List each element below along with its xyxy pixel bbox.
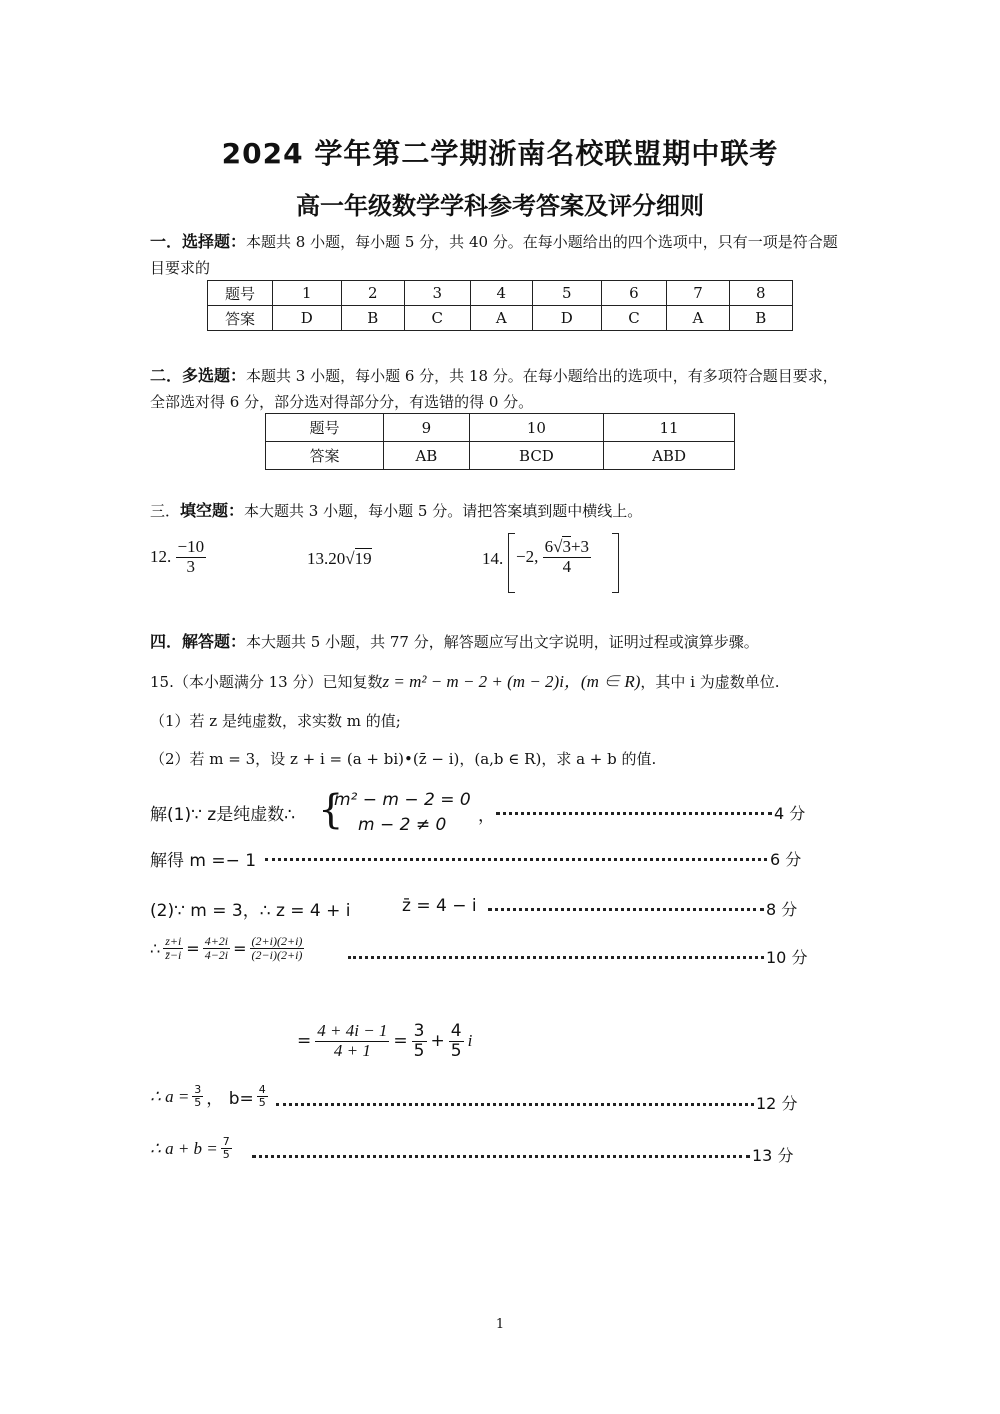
solution-line5 [297,1022,472,1060]
fraction-numerator [543,538,591,558]
section1-answer-table [207,280,793,331]
table-cell: A [470,306,532,331]
interval-right-fraction [543,538,591,576]
section2-text: 本题共 3 小题，每小题 6 分，共 18 分。在每小题给出的选项中，有多项符合题目要求，全部选对得 6 分，部分选对得部分分，有选错的得 0 分。 [150,367,838,411]
fraction-numerator: −10 [177,537,205,556]
table-cell: BCD [469,442,603,470]
fraction [163,935,183,962]
fraction-numerator: (2+i)(2+i) [251,934,303,948]
section4-intro [150,629,850,655]
solution-eq2: m − 2 ≠ 0 [358,815,447,835]
table-row [266,442,735,470]
fraction-denominator: 5 [222,1148,230,1162]
solution-line2: 解得 m =− 1 [150,851,257,871]
score-leader-dots [276,1103,754,1106]
numerator-radicand: 3 [562,537,571,556]
score-4: 4 分 [774,804,806,823]
section1-heading: 一．选择题： [150,232,247,251]
table-cell: 7 [667,281,729,306]
score-12: 12 分 [756,1094,798,1113]
answer-13-coefficient: 20 [328,549,346,568]
a-equals: ∴ a = [150,1086,190,1106]
fraction-numerator: 3 [194,1083,202,1096]
solution-line3-a: (2)∵ m = 3，∴ z = 4 + i [150,901,351,921]
numerator-coefficient: 6 [544,537,554,556]
section2-intro [150,363,850,415]
section1-text: 本题共 8 小题，每小题 5 分，共 40 分。在每小题给出的四个选项中，只有一项是符合题目要求的 [150,233,838,277]
answer-12-fraction [176,538,207,576]
right-bracket-icon [612,533,619,593]
left-brace-icon: { [318,787,344,833]
score-leader-dots [496,812,772,815]
table-cell: C [601,306,667,331]
solution-comma: ， [478,806,495,826]
section2-answer-table [265,413,735,470]
equals-sign: = [297,1031,312,1052]
fraction-denominator: 4−2i [204,948,229,963]
table-cell: 3 [404,281,470,306]
fraction-numerator: 4 + 4i − 1 [317,1021,388,1040]
b-equals: ， b= [206,1089,254,1110]
fraction [250,935,305,962]
solution-eq1: m² − m − 2 = 0 [334,790,471,810]
equals-sign: = [186,939,200,959]
numerator-rest: +3 [570,537,590,556]
table-cell: 10 [469,414,603,442]
solution-line3-b: z̄ = 4 − i [402,896,477,916]
section3-heading-prefix: 三． [150,502,181,520]
fraction-denominator: 5 [450,1040,462,1061]
fraction-denominator: 3 [186,556,196,576]
equals-sign: = [393,1031,408,1052]
sqrt-icon: √ [553,537,563,556]
answer-13-radicand: 19 [354,549,372,568]
solution-line4 [150,935,304,962]
table-row [208,306,793,331]
solution-line7 [150,1136,232,1161]
fraction-denominator: (2−i)(2+i) [251,948,303,963]
answer-13-label: 13. [307,549,329,568]
solution-line1-prefix: 解(1)∵ z是纯虚数∴ [150,805,296,825]
table-cell: 9 [384,414,470,442]
left-bracket-icon [508,533,515,593]
row-label: 答案 [208,306,273,331]
table-cell: 5 [532,281,601,306]
document-title: 2024 学年第二学期浙南名校联盟期中联考 [221,137,779,170]
table-cell: D [532,306,601,331]
question-15-part2: （2）若 m = 3，设 z + i = (a + bi)•(z̄ − i)，(a,b ∈ R)，求 a + b 的值. [150,750,657,768]
fraction [221,1136,232,1161]
table-cell: 4 [470,281,532,306]
fraction-numerator: 4+2i [204,934,229,948]
equals-sign: = [233,939,247,959]
table-cell: AB [384,442,470,470]
table-cell: B [729,306,792,331]
fraction-denominator: 5 [413,1040,425,1061]
table-cell: B [341,306,404,331]
plus-sign: + [430,1031,445,1052]
fraction [257,1084,268,1109]
row-label: 答案 [266,442,384,470]
sqrt-icon: √ [345,549,355,568]
table-cell: D [273,306,342,331]
section3-text: 本大题共 3 小题，每小题 5 分。请把答案填到题中横线上。 [244,502,643,520]
fraction-numerator: 7 [222,1135,230,1148]
table-cell: 8 [729,281,792,306]
fraction-denominator: 5 [194,1096,202,1110]
section4-text: 本大题共 5 小题，共 77 分，解答题应写出文字说明，证明过程或演算步骤。 [246,633,759,651]
question-15-formula: z = m² − m − 2 + (m − 2)i [382,672,564,691]
question-15-condition: ，(m ∈ R) [563,672,641,691]
score-6: 6 分 [770,850,802,869]
section2-heading: 二．多选题： [150,366,247,385]
table-cell: ABD [604,442,735,470]
imaginary-unit: i [467,1031,473,1051]
page-number: 1 [495,1317,505,1332]
score-leader-dots [252,1155,750,1158]
fraction [203,935,230,962]
question-15-suffix: ，其中 i 为虚数单位. [640,673,780,691]
answer-12-label: 12. [150,547,172,567]
score-leader-dots [488,908,764,911]
answer-14-label: 14. [482,549,504,568]
answer-14-interval [516,538,591,576]
table-cell: A [667,306,729,331]
fraction-numerator: z+i [165,934,182,948]
fraction [192,1084,203,1109]
score-leader-dots [265,858,767,861]
section1-intro [150,229,850,281]
table-row [208,281,793,306]
row-label: 题号 [266,414,384,442]
table-row [266,414,735,442]
fraction-numerator: 3 [413,1021,425,1041]
fraction-numerator: 4 [258,1083,266,1096]
fraction [315,1022,389,1060]
fraction [412,1022,427,1060]
question-15-prefix: 15.（本小题满分 13 分）已知复数 [150,673,383,691]
section4-heading: 四．解答题： [150,632,247,651]
table-cell: C [404,306,470,331]
table-cell: 6 [601,281,667,306]
therefore-symbol: ∴ [150,939,161,959]
interval-left-endpoint: −2, [516,547,539,567]
score-8: 8 分 [766,900,798,919]
row-label: 题号 [208,281,273,306]
question-15-stem [150,669,850,695]
table-cell: 1 [273,281,342,306]
fraction-denominator: 4 + 1 [333,1040,371,1060]
score-13: 13 分 [752,1146,794,1165]
answer-13 [307,549,372,569]
table-cell: 2 [341,281,404,306]
section3-intro [150,498,850,524]
answer-12 [150,538,206,576]
fraction [449,1022,464,1060]
fraction-denominator: z̄−i [165,948,182,963]
table-cell: 11 [604,414,735,442]
fraction-numerator: 4 [450,1021,462,1041]
score-10: 10 分 [766,948,808,967]
document-subtitle: 高一年级数学学科参考答案及评分细则 [296,192,704,220]
fraction-denominator: 5 [258,1096,266,1110]
question-15-part1: （1）若 z 是纯虚数，求实数 m 的值; [150,712,401,730]
section3-heading: 填空题： [180,501,245,520]
a-plus-b-equals: ∴ a + b = [150,1138,218,1158]
solution-line6 [150,1084,268,1109]
score-leader-dots [348,956,764,959]
fraction-denominator: 4 [562,556,572,576]
